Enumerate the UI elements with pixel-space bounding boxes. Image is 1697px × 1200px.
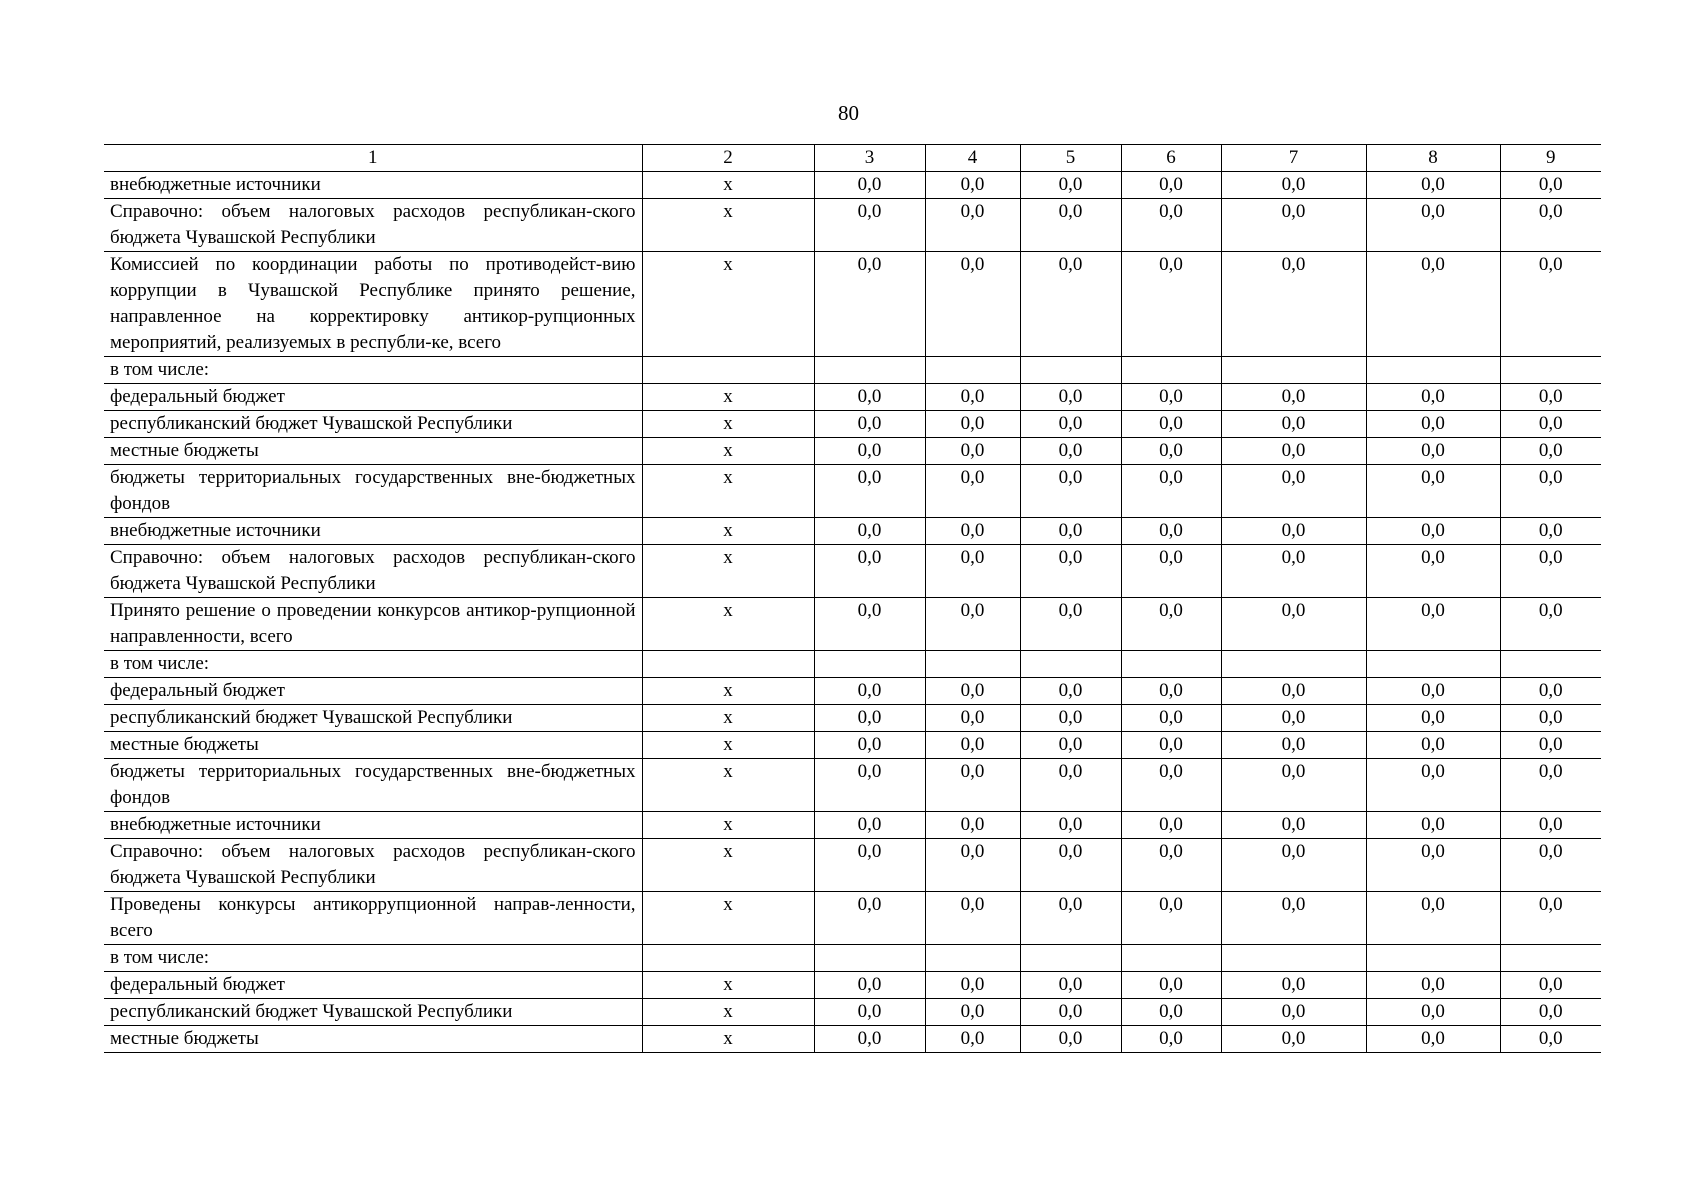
value-cell: 0,0 [1121,518,1221,545]
value-cell: 0,0 [1221,598,1366,651]
header-cell: 3 [814,145,925,172]
row-marker-cell: х [642,172,814,199]
header-cell: 6 [1121,145,1221,172]
value-cell: 0,0 [1221,252,1366,357]
value-cell: 0,0 [814,999,925,1026]
value-cell: 0,0 [1366,384,1500,411]
value-cell: 0,0 [1500,411,1601,438]
value-cell: 0,0 [1366,705,1500,732]
row-marker-cell: х [642,678,814,705]
value-cell: 0,0 [1221,411,1366,438]
value-cell: 0,0 [925,545,1020,598]
value-cell: 0,0 [925,999,1020,1026]
row-label: внебюджетные источники [104,172,642,199]
value-cell: 0,0 [1121,384,1221,411]
row-marker-cell: х [642,1026,814,1053]
value-cell: 0,0 [1366,999,1500,1026]
value-cell: 0,0 [1020,705,1121,732]
table-row [104,945,1601,972]
value-cell: 0,0 [1221,465,1366,518]
value-cell: 0,0 [925,438,1020,465]
value-cell: 0,0 [1366,172,1500,199]
table-row [104,598,1601,651]
header-cell: 5 [1020,145,1121,172]
value-cell: 0,0 [1020,252,1121,357]
row-label: республиканский бюджет Чувашской Республики [104,999,642,1026]
value-cell: 0,0 [1020,999,1121,1026]
row-marker-cell: х [642,839,814,892]
value-cell: 0,0 [1221,438,1366,465]
value-cell: 0,0 [1221,972,1366,999]
row-marker-cell: х [642,759,814,812]
value-cell: 0,0 [1221,172,1366,199]
value-cell: 0,0 [1221,705,1366,732]
value-cell: 0,0 [925,705,1020,732]
row-marker-cell: х [642,812,814,839]
value-cell: 0,0 [1366,411,1500,438]
value-cell: 0,0 [1020,545,1121,598]
row-label: республиканский бюджет Чувашской Республики [104,705,642,732]
value-cell: 0,0 [1366,892,1500,945]
table-row [104,839,1601,892]
value-cell [1020,357,1121,384]
row-label: Комиссией по координации работы по противодейст-вию коррупции в Чувашской Республике принято решение, направленное на корректировку антикор-рупционных мероприятий, реализуемых в республи-ке, всего [104,252,642,357]
header-cell: 1 [104,145,642,172]
table-row [104,411,1601,438]
value-cell [925,651,1020,678]
table-row [104,357,1601,384]
value-cell: 0,0 [1500,972,1601,999]
value-cell: 0,0 [814,1026,925,1053]
value-cell: 0,0 [1500,465,1601,518]
value-cell: 0,0 [1221,518,1366,545]
value-cell: 0,0 [814,411,925,438]
header-cell: 8 [1366,145,1500,172]
row-marker-cell: х [642,732,814,759]
table-row [104,518,1601,545]
value-cell: 0,0 [1221,839,1366,892]
value-cell: 0,0 [814,972,925,999]
value-cell: 0,0 [1500,438,1601,465]
value-cell: 0,0 [1221,759,1366,812]
value-cell: 0,0 [1221,1026,1366,1053]
value-cell: 0,0 [925,1026,1020,1053]
value-cell: 0,0 [1221,732,1366,759]
value-cell: 0,0 [1020,465,1121,518]
budget-table [104,144,1601,1053]
row-marker-cell [642,651,814,678]
value-cell [814,651,925,678]
value-cell: 0,0 [1121,972,1221,999]
row-label: внебюджетные источники [104,518,642,545]
value-cell: 0,0 [814,172,925,199]
value-cell: 0,0 [814,839,925,892]
value-cell [1121,945,1221,972]
table-row [104,545,1601,598]
value-cell: 0,0 [814,678,925,705]
value-cell [1121,651,1221,678]
row-marker-cell: х [642,438,814,465]
value-cell: 0,0 [925,678,1020,705]
value-cell [1366,651,1500,678]
value-cell: 0,0 [1121,411,1221,438]
value-cell: 0,0 [1500,812,1601,839]
value-cell: 0,0 [1221,892,1366,945]
value-cell: 0,0 [814,252,925,357]
page-number: 80 [838,101,859,125]
value-cell: 0,0 [1500,598,1601,651]
value-cell: 0,0 [925,759,1020,812]
row-label: местные бюджеты [104,438,642,465]
table-row [104,465,1601,518]
value-cell: 0,0 [814,705,925,732]
value-cell [1500,945,1601,972]
value-cell: 0,0 [1121,199,1221,252]
table-row [104,384,1601,411]
value-cell: 0,0 [1500,678,1601,705]
value-cell: 0,0 [814,598,925,651]
value-cell: 0,0 [1020,759,1121,812]
value-cell: 0,0 [1121,438,1221,465]
header-cell: 9 [1500,145,1601,172]
value-cell: 0,0 [814,465,925,518]
row-label: Справочно: объем налоговых расходов республикан-ского бюджета Чувашской Республики [104,199,642,252]
value-cell: 0,0 [1366,1026,1500,1053]
value-cell: 0,0 [1020,199,1121,252]
value-cell: 0,0 [925,384,1020,411]
value-cell: 0,0 [925,732,1020,759]
value-cell: 0,0 [925,252,1020,357]
value-cell [925,357,1020,384]
row-marker-cell: х [642,892,814,945]
value-cell: 0,0 [1020,812,1121,839]
value-cell: 0,0 [1500,839,1601,892]
value-cell: 0,0 [1500,545,1601,598]
value-cell: 0,0 [1020,892,1121,945]
table-row [104,678,1601,705]
value-cell [1221,357,1366,384]
value-cell: 0,0 [1221,812,1366,839]
table-body [104,145,1601,1053]
table-row [104,759,1601,812]
row-marker-cell: х [642,972,814,999]
value-cell: 0,0 [1020,384,1121,411]
value-cell [814,357,925,384]
row-label: республиканский бюджет Чувашской Республики [104,411,642,438]
value-cell [1020,945,1121,972]
value-cell: 0,0 [1366,732,1500,759]
value-cell [1500,651,1601,678]
row-label: федеральный бюджет [104,384,642,411]
value-cell: 0,0 [925,411,1020,438]
value-cell: 0,0 [1020,438,1121,465]
value-cell: 0,0 [1366,839,1500,892]
value-cell: 0,0 [1020,732,1121,759]
value-cell: 0,0 [1500,759,1601,812]
row-marker-cell [642,357,814,384]
row-marker-cell: х [642,518,814,545]
value-cell: 0,0 [814,812,925,839]
row-label: бюджеты территориальных государственных вне-бюджетных фондов [104,465,642,518]
value-cell [1020,651,1121,678]
value-cell: 0,0 [1500,1026,1601,1053]
value-cell: 0,0 [925,812,1020,839]
value-cell: 0,0 [925,172,1020,199]
value-cell: 0,0 [1500,705,1601,732]
value-cell: 0,0 [1500,518,1601,545]
value-cell: 0,0 [1221,545,1366,598]
value-cell: 0,0 [1366,252,1500,357]
value-cell: 0,0 [1020,598,1121,651]
value-cell [814,945,925,972]
header-cell: 7 [1221,145,1366,172]
value-cell: 0,0 [1020,678,1121,705]
value-cell: 0,0 [814,438,925,465]
value-cell [1366,357,1500,384]
value-cell: 0,0 [1366,199,1500,252]
value-cell: 0,0 [925,892,1020,945]
value-cell: 0,0 [925,465,1020,518]
header-cell: 4 [925,145,1020,172]
value-cell: 0,0 [1121,839,1221,892]
row-label: бюджеты территориальных государственных вне-бюджетных фондов [104,759,642,812]
value-cell: 0,0 [925,839,1020,892]
row-label: местные бюджеты [104,1026,642,1053]
row-label: в том числе: [104,945,642,972]
value-cell: 0,0 [1020,839,1121,892]
value-cell: 0,0 [814,199,925,252]
value-cell: 0,0 [1366,812,1500,839]
value-cell: 0,0 [1500,892,1601,945]
row-label: федеральный бюджет [104,972,642,999]
value-cell: 0,0 [1366,678,1500,705]
value-cell: 0,0 [1366,518,1500,545]
value-cell: 0,0 [1121,545,1221,598]
value-cell: 0,0 [1121,759,1221,812]
value-cell: 0,0 [1500,199,1601,252]
value-cell: 0,0 [1366,438,1500,465]
row-marker-cell [642,945,814,972]
value-cell: 0,0 [1221,384,1366,411]
value-cell: 0,0 [1020,518,1121,545]
value-cell: 0,0 [1121,1026,1221,1053]
value-cell: 0,0 [1020,972,1121,999]
row-label: в том числе: [104,357,642,384]
value-cell: 0,0 [1121,172,1221,199]
value-cell: 0,0 [814,518,925,545]
value-cell [1500,357,1601,384]
value-cell: 0,0 [1221,199,1366,252]
table-row [104,438,1601,465]
row-marker-cell: х [642,252,814,357]
value-cell: 0,0 [814,759,925,812]
value-cell: 0,0 [1121,812,1221,839]
row-label: федеральный бюджет [104,678,642,705]
value-cell: 0,0 [1366,598,1500,651]
row-marker-cell: х [642,705,814,732]
table-row [104,199,1601,252]
table-row [104,812,1601,839]
row-label: Принято решение о проведении конкурсов антикор-рупционной направленности, всего [104,598,642,651]
value-cell: 0,0 [814,384,925,411]
value-cell: 0,0 [1366,972,1500,999]
value-cell [1221,945,1366,972]
value-cell: 0,0 [925,518,1020,545]
value-cell: 0,0 [814,892,925,945]
value-cell: 0,0 [1121,598,1221,651]
value-cell: 0,0 [1366,545,1500,598]
value-cell: 0,0 [1121,892,1221,945]
value-cell: 0,0 [925,199,1020,252]
table-row [104,1026,1601,1053]
value-cell: 0,0 [925,598,1020,651]
value-cell: 0,0 [814,732,925,759]
row-label: в том числе: [104,651,642,678]
table-row [104,172,1601,199]
table-row [104,732,1601,759]
value-cell: 0,0 [1121,705,1221,732]
value-cell [1221,651,1366,678]
value-cell: 0,0 [1500,732,1601,759]
row-label: Справочно: объем налоговых расходов республикан-ского бюджета Чувашской Республики [104,545,642,598]
value-cell: 0,0 [1500,252,1601,357]
table-row [104,252,1601,357]
value-cell: 0,0 [1121,678,1221,705]
value-cell: 0,0 [1121,465,1221,518]
header-cell: 2 [642,145,814,172]
row-marker-cell: х [642,465,814,518]
row-label: Проведены конкурсы антикоррупционной направ-ленности, всего [104,892,642,945]
value-cell: 0,0 [1500,999,1601,1026]
value-cell: 0,0 [1121,252,1221,357]
table-row [104,972,1601,999]
value-cell: 0,0 [1020,172,1121,199]
value-cell: 0,0 [1221,678,1366,705]
row-marker-cell: х [642,598,814,651]
row-marker-cell: х [642,411,814,438]
value-cell: 0,0 [925,972,1020,999]
value-cell: 0,0 [1121,999,1221,1026]
value-cell: 0,0 [1500,172,1601,199]
value-cell: 0,0 [1121,732,1221,759]
value-cell: 0,0 [1020,411,1121,438]
value-cell: 0,0 [1366,465,1500,518]
row-marker-cell: х [642,545,814,598]
row-marker-cell: х [642,384,814,411]
value-cell [925,945,1020,972]
row-label: местные бюджеты [104,732,642,759]
row-marker-cell: х [642,199,814,252]
value-cell: 0,0 [1500,384,1601,411]
table-row [104,705,1601,732]
table-row [104,892,1601,945]
row-marker-cell: х [642,999,814,1026]
table-header-row [104,145,1601,172]
value-cell [1366,945,1500,972]
row-label: Справочно: объем налоговых расходов республикан-ского бюджета Чувашской Республики [104,839,642,892]
value-cell: 0,0 [1020,1026,1121,1053]
value-cell [1121,357,1221,384]
value-cell: 0,0 [1366,759,1500,812]
row-label: внебюджетные источники [104,812,642,839]
table-row [104,999,1601,1026]
value-cell: 0,0 [1221,999,1366,1026]
table-row [104,651,1601,678]
value-cell: 0,0 [814,545,925,598]
